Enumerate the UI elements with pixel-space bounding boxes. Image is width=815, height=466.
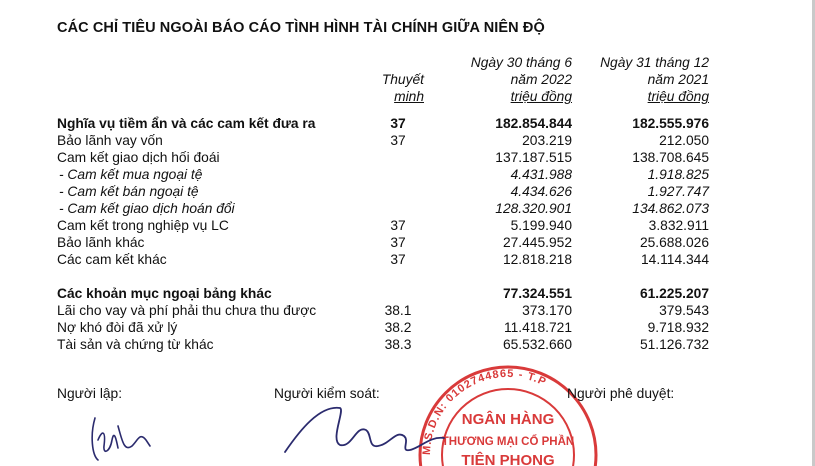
row-note: 38.3 bbox=[384, 337, 412, 352]
row-value-2022: 182.854.844 bbox=[495, 116, 572, 131]
preparer-signature bbox=[92, 418, 150, 460]
header-period1-line3: triệu đồng bbox=[510, 89, 572, 104]
row-value-2021: 182.555.976 bbox=[632, 116, 709, 131]
row-value-2021: 9.718.932 bbox=[647, 320, 709, 335]
row-label: Bảo lãnh khác bbox=[57, 235, 145, 250]
row-note: 38.1 bbox=[384, 303, 412, 318]
row-label: - Cam kết giao dịch hoán đổi bbox=[59, 201, 235, 216]
row-value-2022: 137.187.515 bbox=[495, 150, 572, 165]
header-period2-line2: năm 2021 bbox=[647, 72, 709, 87]
row-value-2022: 27.445.952 bbox=[502, 235, 572, 250]
row-note: 38.2 bbox=[384, 320, 412, 335]
stamp-line1: NGÂN HÀNG bbox=[461, 411, 555, 428]
row-note: 37 bbox=[390, 235, 406, 250]
row-value-2021: 25.688.026 bbox=[639, 235, 709, 250]
row-label: Các cam kết khác bbox=[57, 252, 167, 267]
header-period1-line2: năm 2022 bbox=[510, 72, 572, 87]
row-value-2021: 14.114.344 bbox=[640, 252, 709, 267]
row-label: - Cam kết bán ngoại tệ bbox=[59, 184, 199, 199]
header-period1-line1: Ngày 30 tháng 6 bbox=[470, 55, 572, 70]
row-value-2022: 11.418.721 bbox=[503, 320, 572, 335]
controller-label: Người kiểm soát: bbox=[274, 386, 380, 401]
row-value-2021: 379.543 bbox=[659, 303, 709, 318]
row-value-2021: 138.708.645 bbox=[632, 150, 709, 165]
row-label: Nợ khó đòi đã xử lý bbox=[57, 320, 178, 335]
row-note: 37 bbox=[390, 133, 406, 148]
row-label: Tài sản và chứng từ khác bbox=[57, 337, 214, 352]
row-label: - Cam kết mua ngoại tệ bbox=[59, 167, 203, 182]
row-value-2022: 4.434.626 bbox=[510, 184, 572, 199]
page-title: CÁC CHỈ TIÊU NGOÀI BÁO CÁO TÌNH HÌNH TÀI CHÍNH GIỮA NIÊN ĐỘ bbox=[57, 20, 545, 36]
approver-label: Người phê duyệt: bbox=[567, 386, 675, 401]
row-label: Lãi cho vay và phí phải thu chưa thu được bbox=[57, 303, 317, 318]
row-note: 37 bbox=[390, 218, 406, 233]
row-note: 37 bbox=[390, 252, 406, 267]
controller-signature bbox=[285, 408, 444, 452]
row-value-2022: 77.324.551 bbox=[502, 286, 572, 301]
row-label: Nghĩa vụ tiềm ẩn và các cam kết đưa ra bbox=[57, 116, 316, 131]
row-value-2022: 373.170 bbox=[522, 303, 572, 318]
row-value-2022: 4.431.988 bbox=[510, 167, 572, 182]
row-value-2022: 5.199.940 bbox=[510, 218, 572, 233]
header-period2-line1: Ngày 31 tháng 12 bbox=[600, 55, 709, 70]
row-value-2021: 51.126.732 bbox=[639, 337, 709, 352]
header-note-line1: Thuyết bbox=[381, 72, 424, 87]
row-value-2021: 1.927.747 bbox=[647, 184, 709, 199]
row-value-2022: 128.320.901 bbox=[495, 201, 572, 216]
stamp-line3: TIÊN PHONG bbox=[461, 452, 555, 466]
row-label: Các khoản mục ngoại bảng khác bbox=[57, 286, 272, 301]
row-value-2021: 134.862.073 bbox=[632, 201, 709, 216]
bank-stamp bbox=[420, 367, 596, 466]
row-value-2022: 203.219 bbox=[522, 133, 572, 148]
header-note-line2: minh bbox=[394, 89, 424, 104]
row-value-2021: 3.832.911 bbox=[648, 218, 709, 233]
header-period2-line3: triệu đồng bbox=[647, 89, 709, 104]
row-value-2021: 1.918.825 bbox=[647, 167, 709, 182]
row-value-2022: 65.532.660 bbox=[502, 337, 572, 352]
row-value-2021: 212.050 bbox=[659, 133, 709, 148]
row-label: Bảo lãnh vay vốn bbox=[57, 133, 163, 148]
preparer-label: Người lập: bbox=[57, 386, 123, 401]
stamp-line2: THƯƠNG MẠI CỔ PHẦN bbox=[441, 436, 575, 448]
row-label: Cam kết trong nghiệp vụ LC bbox=[57, 218, 229, 233]
row-value-2022: 12.818.218 bbox=[502, 252, 572, 267]
row-value-2021: 61.225.207 bbox=[639, 286, 709, 301]
row-label: Cam kết giao dịch hối đoái bbox=[57, 150, 220, 165]
row-note: 37 bbox=[390, 116, 406, 131]
stamp-ring-text: M.S.D.N: 0102744865 - T.P bbox=[420, 367, 549, 456]
